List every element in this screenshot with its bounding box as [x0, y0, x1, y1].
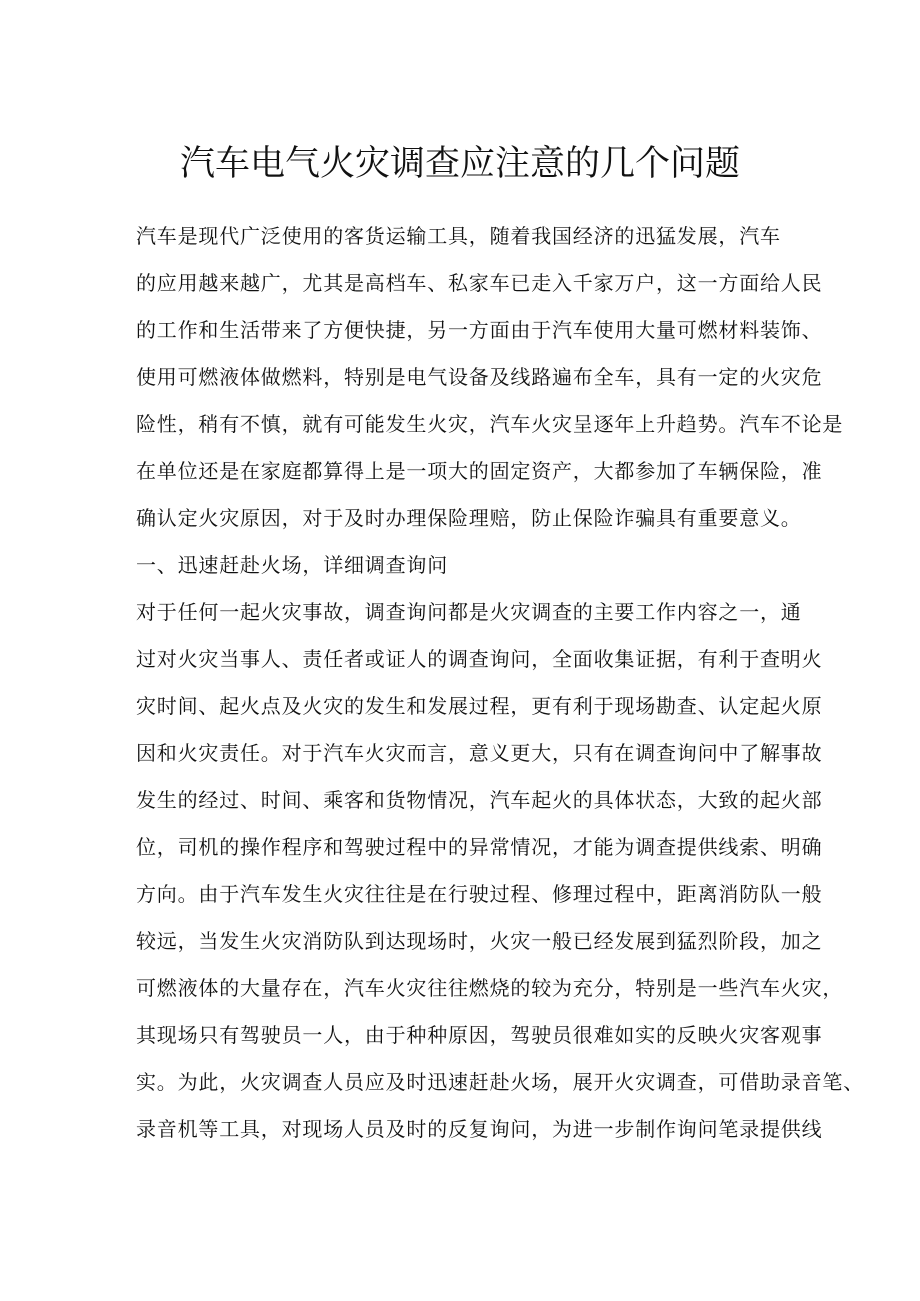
body-line: 过对火灾当事人、责任者或证人的调查询问，全面收集证据，有利于查明火 [136, 647, 823, 671]
body-line: 实。为此，火灾调查人员应及时迅速赶赴火场，展开火灾调查，可借助录音笔、 [136, 1070, 864, 1094]
body-line: 的工作和生活带来了方便快捷，另一方面由于汽车使用大量可燃材料装饰、 [136, 318, 823, 342]
body-line: 因和火灾责任。对于汽车火灾而言，意义更大，只有在调查询问中了解事故 [136, 741, 823, 765]
body-line: 发生的经过、时间、乘客和货物情况，汽车起火的具体状态，大致的起火部 [136, 788, 823, 812]
body-line: 确认定火灾原因，对于及时办理保险理赔，防止保险诈骗具有重要意义。 [136, 506, 802, 530]
document-title: 汽车电气火灾调查应注意的几个问题 [179, 144, 740, 184]
body-line: 方向。由于汽车发生火灾往往是在行驶过程、修理过程中，距离消防队一般 [136, 882, 823, 906]
body-line: 可燃液体的大量存在，汽车火灾往往燃烧的较为充分，特别是一些汽车火灾， [136, 976, 844, 1000]
body-line: 在单位还是在家庭都算得上是一项大的固定资产，大都参加了车辆保险，准 [136, 459, 823, 483]
body-line: 较远，当发生火灾消防队到达现场时，火灾一般已经发展到猛烈阶段，加之 [136, 929, 823, 953]
body-line: 汽车是现代广泛使用的客货运输工具，随着我国经济的迅猛发展，汽车 [136, 224, 781, 248]
body-line: 录音机等工具，对现场人员及时的反复询问，为进一步制作询问笔录提供线 [136, 1117, 823, 1141]
body-line: 位，司机的操作程序和驾驶过程中的异常情况，才能为调查提供线索、明确 [136, 835, 823, 859]
section-heading: 一、迅速赶赴火场，详细调查询问 [136, 553, 448, 577]
body-line: 险性，稍有不慎，就有可能发生火灾，汽车火灾呈逐年上升趋势。汽车不论是 [136, 412, 844, 436]
body-line: 其现场只有驾驶员一人，由于种种原因，驾驶员很难如实的反映火灾客观事 [136, 1023, 823, 1047]
body-line: 的应用越来越广，尤其是高档车、私家车已走入千家万户，这一方面给人民 [136, 271, 823, 295]
body-line: 灾时间、起火点及火灾的发生和发展过程，更有利于现场勘查、认定起火原 [136, 694, 823, 718]
body-line: 对于任何一起火灾事故，调查询问都是火灾调查的主要工作内容之一，通 [136, 600, 802, 624]
body-line: 使用可燃液体做燃料，特别是电气设备及线路遍布全车，具有一定的火灾危 [136, 365, 823, 389]
